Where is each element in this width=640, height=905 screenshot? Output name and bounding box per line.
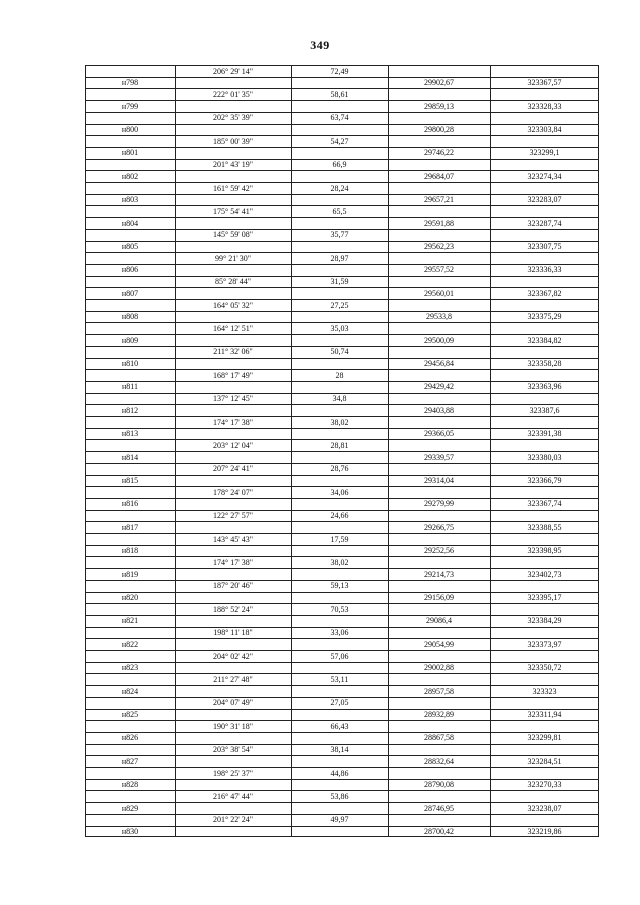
y-coordinate-cell: 323363,96	[527, 382, 562, 392]
point-name-cell: н808	[121, 312, 139, 322]
x-coordinate-cell: 29746,22	[424, 148, 454, 158]
x-coordinate-cell: 29859,13	[424, 101, 454, 111]
point-name-cell: н805	[121, 242, 139, 251]
point-name-cell: н822	[121, 639, 139, 649]
x-coordinate-cell: 29591,88	[424, 218, 454, 228]
y-coordinate-cell: 323384,82	[527, 335, 562, 345]
point-name-cell: н828	[121, 780, 139, 790]
y-coordinate-cell: 323387,6	[529, 405, 560, 415]
point-name-cell: н819	[121, 569, 139, 579]
segment-length-cell: 59,13	[330, 581, 349, 591]
point-name-cell: н829	[121, 803, 139, 813]
x-coordinate-cell: 29562,23	[424, 242, 454, 251]
x-coordinate-cell: 28932,89	[424, 710, 454, 719]
segment-length-cell: 24,66	[330, 511, 349, 521]
y-coordinate-cell: 323307,75	[527, 242, 562, 251]
direction-angle-cell: 99° 21' 30"	[215, 253, 251, 263]
y-coordinate-cell: 323366,79	[527, 476, 562, 485]
x-coordinate-cell: 29800,28	[424, 125, 454, 134]
segment-length-cell: 38,02	[330, 417, 349, 427]
point-name-cell: н817	[121, 522, 139, 532]
segment-length-cell: 35,77	[330, 230, 349, 240]
direction-angle-cell: 204° 02' 42"	[213, 651, 253, 661]
point-name-cell: н801	[121, 148, 139, 158]
direction-angle-cell: 198° 25' 37"	[213, 768, 253, 778]
x-coordinate-cell: 29902,67	[424, 78, 454, 88]
direction-angle-cell: 187° 20' 46"	[213, 581, 253, 591]
x-coordinate-cell: 28867,58	[424, 733, 454, 743]
segment-length-cell: 65,5	[332, 206, 347, 216]
direction-angle-cell: 178° 24' 07"	[213, 487, 253, 497]
direction-angle-cell: 211° 27' 48"	[213, 674, 253, 684]
x-coordinate-cell: 28790,08	[424, 780, 454, 790]
y-coordinate-cell: 323388,55	[527, 522, 562, 532]
segment-length-cell: 27,05	[330, 698, 349, 708]
direction-angle-cell: 85° 28' 44"	[215, 277, 251, 287]
direction-angle-cell: 161° 59' 42"	[213, 183, 253, 193]
point-name-cell: н821	[121, 616, 139, 626]
segment-length-cell: 34,8	[332, 394, 347, 404]
y-coordinate-cell: 323323	[532, 686, 557, 696]
segment-length-cell: 28,81	[330, 440, 349, 450]
y-coordinate-cell: 323270,33	[527, 780, 562, 790]
x-coordinate-cell: 29657,21	[424, 195, 454, 205]
segment-length-cell: 53,86	[330, 791, 349, 801]
direction-angle-cell: 203° 12' 04"	[213, 440, 253, 450]
coordinates-table	[85, 65, 599, 837]
point-name-cell: н799	[121, 101, 139, 111]
y-coordinate-cell: 323367,74	[527, 499, 562, 509]
x-coordinate-cell: 28832,64	[424, 756, 454, 766]
y-coordinate-cell: 323284,51	[527, 756, 562, 766]
y-coordinate-cell: 323274,34	[527, 171, 562, 181]
direction-angle-cell: 175° 54' 41"	[213, 206, 253, 216]
direction-angle-cell: 122° 27' 57"	[213, 511, 253, 521]
x-coordinate-cell: 29456,84	[424, 359, 454, 368]
x-coordinate-cell: 29002,88	[424, 663, 454, 673]
point-name-cell: н802	[121, 171, 139, 181]
point-name-cell: н818	[121, 546, 139, 556]
direction-angle-cell: 201° 43' 19"	[213, 160, 253, 170]
y-coordinate-cell: 323367,82	[527, 288, 562, 298]
point-name-cell: н816	[121, 499, 139, 509]
direction-angle-cell: 206° 29' 14"	[213, 66, 253, 76]
point-name-cell: н830	[121, 827, 139, 836]
segment-length-cell: 66,9	[332, 160, 347, 170]
direction-angle-cell: 207° 24' 41"	[213, 464, 253, 474]
point-name-cell: н809	[121, 335, 139, 345]
segment-length-cell: 70,53	[330, 604, 349, 614]
x-coordinate-cell: 29560,01	[424, 288, 454, 298]
direction-angle-cell: 137° 12' 45"	[213, 394, 253, 404]
x-coordinate-cell: 29366,05	[424, 429, 454, 439]
direction-angle-cell: 174° 17' 38"	[213, 417, 253, 427]
y-coordinate-cell: 323303,84	[527, 125, 562, 134]
y-coordinate-cell: 323219,86	[527, 827, 562, 836]
segment-length-cell: 50,74	[330, 347, 349, 357]
segment-length-cell: 49,97	[330, 815, 349, 825]
x-coordinate-cell: 29557,52	[424, 265, 454, 275]
point-name-cell: н798	[121, 78, 139, 88]
y-coordinate-cell: 323328,33	[527, 101, 562, 111]
segment-length-cell: 38,14	[330, 745, 349, 755]
segment-length-cell: 34,06	[330, 487, 349, 497]
direction-angle-cell: 202° 35' 39"	[213, 113, 253, 123]
point-name-cell: н800	[121, 125, 139, 134]
direction-angle-cell: 190° 31' 18"	[213, 721, 253, 731]
segment-length-cell: 28,76	[330, 464, 349, 474]
y-coordinate-cell: 323336,33	[527, 265, 562, 275]
direction-angle-cell: 198° 11' 18"	[213, 628, 253, 638]
direction-angle-cell: 211° 32' 06"	[213, 347, 253, 357]
segment-length-cell: 27,25	[330, 300, 349, 310]
segment-length-cell: 17,59	[330, 534, 349, 544]
y-coordinate-cell: 323311,94	[527, 710, 562, 719]
direction-angle-cell: 164° 05' 32"	[213, 300, 253, 310]
point-name-cell: н811	[122, 382, 138, 392]
y-coordinate-cell: 323299,1	[529, 148, 560, 158]
segment-length-cell: 33,06	[330, 628, 349, 638]
segment-length-cell: 28	[335, 370, 344, 380]
segment-length-cell: 28,97	[330, 253, 349, 263]
point-name-cell: н803	[121, 195, 139, 205]
segment-length-cell: 63,74	[330, 113, 349, 123]
x-coordinate-cell: 29279,99	[424, 499, 454, 509]
y-coordinate-cell: 323391,38	[527, 429, 562, 439]
segment-length-cell: 57,06	[330, 651, 349, 661]
x-coordinate-cell: 29533,8	[426, 312, 452, 322]
direction-angle-cell: 216° 47' 44"	[213, 791, 253, 801]
point-name-cell: н814	[121, 452, 139, 462]
x-coordinate-cell: 29214,73	[424, 569, 454, 579]
y-coordinate-cell: 323380,03	[527, 452, 562, 462]
point-name-cell: н807	[121, 288, 139, 298]
direction-angle-cell: 222° 01' 35"	[213, 89, 253, 99]
point-name-cell: н806	[121, 265, 139, 275]
x-coordinate-cell: 29500,09	[424, 335, 454, 345]
direction-angle-cell: 145° 59' 08"	[213, 230, 253, 240]
point-name-cell: н824	[121, 686, 139, 696]
x-coordinate-cell: 29156,09	[424, 593, 454, 602]
x-coordinate-cell: 29429,42	[424, 382, 454, 392]
y-coordinate-cell: 323299,81	[527, 733, 562, 743]
segment-length-cell: 72,49	[330, 66, 349, 76]
x-coordinate-cell: 29266,75	[424, 522, 454, 532]
y-coordinate-cell: 323402,73	[527, 569, 562, 579]
point-name-cell: н827	[121, 756, 139, 766]
y-coordinate-cell: 323384,29	[527, 616, 562, 626]
y-coordinate-cell: 323350,72	[527, 663, 562, 673]
y-coordinate-cell: 323373,97	[527, 639, 562, 649]
segment-length-cell: 35,03	[330, 323, 349, 333]
x-coordinate-cell: 29314,04	[424, 476, 454, 485]
direction-angle-cell: 201° 22' 24"	[213, 815, 253, 825]
x-coordinate-cell: 29086,4	[426, 616, 452, 626]
segment-length-cell: 28,24	[330, 183, 349, 193]
segment-length-cell: 44,86	[330, 768, 349, 778]
segment-length-cell: 31,59	[330, 277, 349, 287]
direction-angle-cell: 188° 52' 24"	[213, 604, 253, 614]
x-coordinate-cell: 29252,56	[424, 546, 454, 556]
y-coordinate-cell: 323398,95	[527, 546, 562, 556]
segment-length-cell: 58,61	[330, 89, 349, 99]
y-coordinate-cell: 323358,28	[527, 359, 562, 368]
segment-length-cell: 38,02	[330, 557, 349, 567]
direction-angle-cell: 203° 38' 54"	[213, 745, 253, 755]
x-coordinate-cell: 29403,88	[424, 405, 454, 415]
point-name-cell: н813	[121, 429, 139, 439]
point-name-cell: н804	[121, 218, 139, 228]
x-coordinate-cell: 28957,58	[424, 686, 454, 696]
x-coordinate-cell: 28746,95	[424, 803, 454, 813]
segment-length-cell: 53,11	[330, 674, 349, 684]
direction-angle-cell: 168° 17' 49"	[213, 370, 253, 380]
y-coordinate-cell: 323367,57	[527, 78, 562, 88]
direction-angle-cell: 174° 17' 38"	[213, 557, 253, 567]
point-name-cell: н812	[121, 405, 139, 415]
point-name-cell: н815	[121, 476, 139, 485]
y-coordinate-cell: 323375,29	[527, 312, 562, 322]
y-coordinate-cell: 323283,07	[527, 195, 562, 205]
point-name-cell: н825	[121, 710, 139, 719]
x-coordinate-cell: 29684,07	[424, 171, 454, 181]
direction-angle-cell: 164° 12' 51"	[213, 323, 253, 333]
point-name-cell: н810	[121, 359, 139, 368]
page-number: 349	[310, 38, 330, 52]
y-coordinate-cell: 323395,17	[527, 593, 562, 602]
y-coordinate-cell: 323287,74	[527, 218, 562, 228]
x-coordinate-cell: 29339,57	[424, 452, 454, 462]
y-coordinate-cell: 323238,07	[527, 803, 562, 813]
direction-angle-cell: 204° 07' 49"	[213, 698, 253, 708]
direction-angle-cell: 185° 00' 39"	[213, 136, 253, 146]
x-coordinate-cell: 28700,42	[424, 827, 454, 836]
segment-length-cell: 54,27	[330, 136, 349, 146]
point-name-cell: н820	[121, 593, 139, 602]
point-name-cell: н823	[121, 663, 139, 673]
x-coordinate-cell: 29054,99	[424, 639, 454, 649]
segment-length-cell: 66,43	[330, 721, 349, 731]
point-name-cell: н826	[121, 733, 139, 743]
direction-angle-cell: 143° 45' 43"	[213, 534, 253, 544]
